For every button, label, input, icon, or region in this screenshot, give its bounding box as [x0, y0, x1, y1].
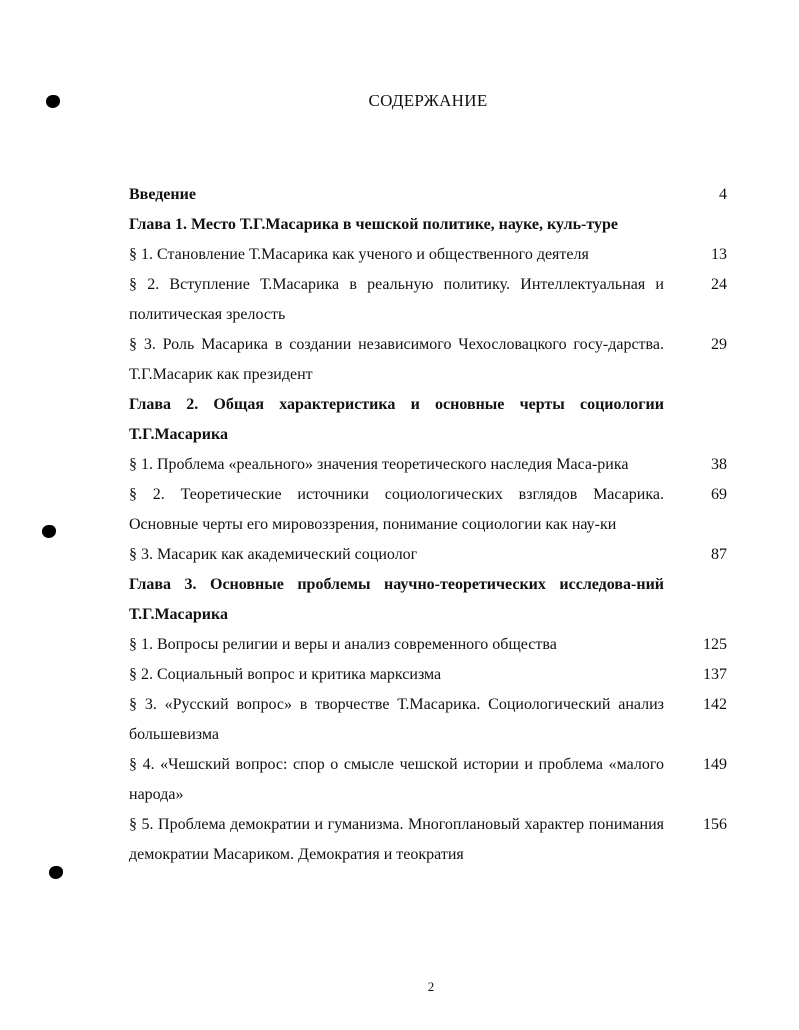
toc-entry-text: § 2. Теоретические источники социологических взглядов Масарика. Основные черты его мировоззрения, понимание социологии как нау-ки [129, 486, 664, 533]
toc-entry [129, 180, 729, 210]
toc-entry-page: 137 [703, 666, 727, 683]
toc-entry-page: 125 [703, 636, 727, 653]
toc-entry-page: 24 [711, 276, 727, 293]
toc-entry-text: § 3. Роль Масарика в создании независимого Чехословацкого госу-дарства. Т.Г.Масарик как президент [129, 336, 664, 383]
toc-entry-text: Глава 1. Место Т.Г.Масарика в чешской политике, науке, куль-туре [129, 216, 619, 233]
toc-entry-page: 29 [711, 336, 727, 353]
toc-entry-text: Введение [129, 186, 196, 203]
toc-entry [129, 810, 729, 870]
toc-entry-text: § 1. Вопросы религии и веры и анализ современного общества [129, 636, 557, 653]
toc-entry [129, 270, 729, 330]
toc-entry-text: § 4. «Чешский вопрос: спор о смысле чешской истории и проблема «малого народа» [129, 756, 664, 803]
toc-entry-page: 38 [711, 456, 727, 473]
toc-entry-text: § 1. Становление Т.Масарика как ученого и общественного деятеля [129, 246, 589, 263]
toc-entry-text: § 3. Масарик как академический социолог [129, 546, 418, 563]
toc-entry [129, 540, 729, 570]
punch-hole-mark [42, 525, 56, 538]
toc-entry-page: 156 [703, 816, 727, 833]
toc-entry [129, 210, 729, 240]
table-of-contents [129, 180, 729, 870]
toc-entry-text: § 2. Вступление Т.Масарика в реальную политику. Интеллектуальная и политическая зрелость [129, 276, 664, 323]
toc-entry-text: § 1. Проблема «реального» значения теоретического наследия Маса-рика [129, 456, 629, 473]
toc-entry [129, 690, 729, 750]
toc-entry [129, 330, 729, 390]
toc-entry [129, 660, 729, 690]
toc-entry [129, 450, 729, 480]
page-number: 2 [427, 979, 435, 994]
toc-entry [129, 630, 729, 660]
punch-hole-mark [49, 866, 63, 879]
toc-entry-page: 4 [719, 186, 727, 203]
toc-entry [129, 570, 729, 630]
toc-entry-text: Глава 2. Общая характеристика и основные черты социологии Т.Г.Масарика [129, 396, 664, 443]
toc-entry-page: 142 [703, 696, 727, 713]
toc-entry-text: § 2. Социальный вопрос и критика марксизма [129, 666, 442, 683]
toc-entry-text: § 5. Проблема демократии и гуманизма. Многоплановый характер понимания демократии Масариком. Демократия и теократия [129, 816, 664, 863]
toc-entry [129, 750, 729, 810]
toc-entry-page: 69 [711, 486, 727, 503]
toc-entry-page: 87 [711, 546, 727, 563]
toc-entry-text: Глава 3. Основные проблемы научно-теоретических исследова-ний Т.Г.Масарика [129, 576, 664, 623]
toc-entry [129, 480, 729, 540]
toc-entry [129, 240, 729, 270]
toc-entry-page: 13 [711, 246, 727, 263]
toc-entry [129, 390, 729, 450]
toc-entry-text: § 3. «Русский вопрос» в творчестве Т.Масарика. Социологический анализ большевизма [129, 696, 664, 743]
toc-entry-page: 149 [703, 756, 727, 773]
page-title: СОДЕРЖАНИЕ [368, 91, 488, 110]
